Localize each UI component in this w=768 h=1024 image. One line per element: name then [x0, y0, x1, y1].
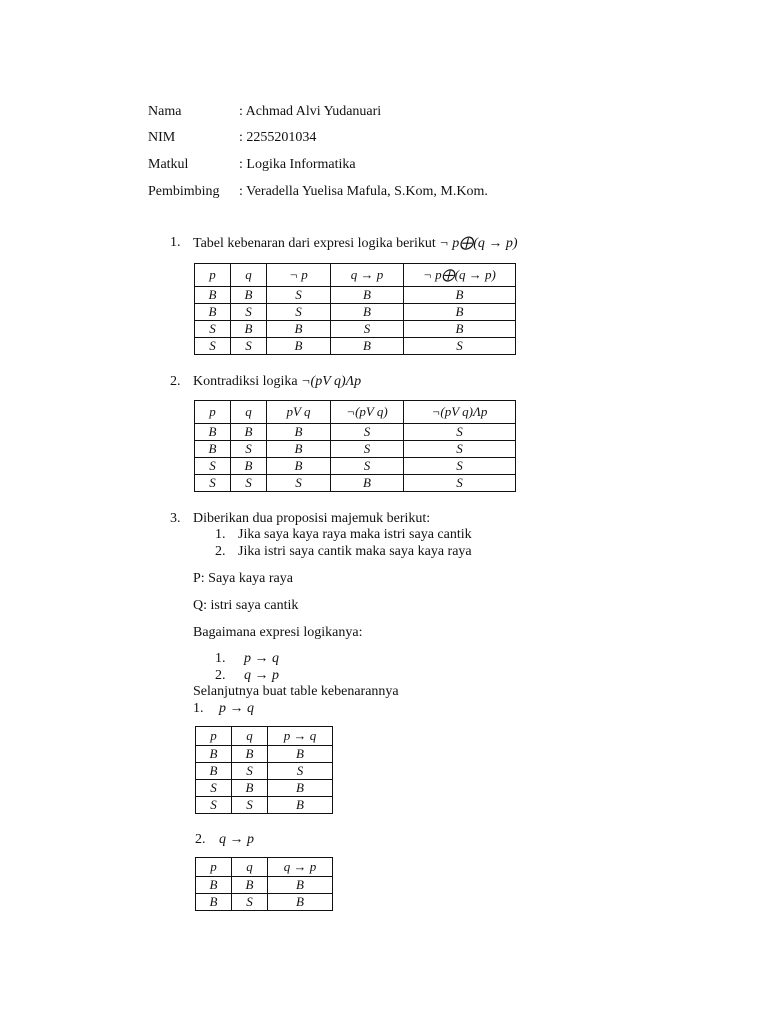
table-a-expr: p → q	[219, 701, 254, 716]
cell: B	[267, 458, 331, 475]
cell: B	[404, 321, 516, 338]
q-definition: Q: istri saya cantik	[193, 598, 299, 613]
course-value: : Logika Informatika	[239, 157, 356, 172]
next-instruction: Selanjutnya buat table kebenarannya	[193, 684, 399, 699]
table-row	[195, 458, 516, 475]
cell: B	[196, 763, 232, 780]
q1-text: Tabel kebenaran dari expresi logika berikut	[193, 236, 436, 251]
q3-text: Diberikan dua proposisi majemuk berikut:	[193, 511, 431, 526]
cell: B	[231, 287, 267, 304]
cell: B	[268, 780, 333, 797]
cell: S	[231, 441, 267, 458]
cell: S	[195, 458, 231, 475]
cell: S	[231, 475, 267, 492]
q2-prompt	[193, 374, 361, 390]
name-value: : Achmad Alvi Yudanuari	[239, 104, 382, 119]
expr-1-number: 1.	[215, 651, 226, 666]
table-row	[195, 424, 516, 441]
cell: S	[404, 458, 516, 475]
table-b-truth-table	[195, 857, 333, 911]
table-row	[196, 746, 333, 763]
table-b-number: 2.	[195, 832, 206, 847]
q2-text: Kontradiksi logika	[193, 374, 298, 389]
cell: B	[331, 475, 404, 492]
table-header-row	[195, 401, 516, 424]
q3-number: 3.	[170, 511, 181, 526]
cell: S	[196, 797, 232, 814]
cell: B	[196, 877, 232, 894]
cell: B	[231, 321, 267, 338]
cell: B	[404, 287, 516, 304]
cell: B	[195, 287, 231, 304]
cell: B	[267, 321, 331, 338]
cell: S	[232, 797, 268, 814]
header-cell: ¬ p	[267, 264, 331, 287]
cell: B	[232, 780, 268, 797]
expr-1: p → q	[244, 651, 279, 666]
cell: S	[195, 321, 231, 338]
statement-2-text: Jika istri saya cantik maka saya kaya raya	[238, 544, 472, 559]
cell: B	[231, 458, 267, 475]
cell: B	[331, 338, 404, 355]
cell: B	[195, 424, 231, 441]
header-cell: q	[231, 401, 267, 424]
name-label: Nama	[148, 104, 182, 119]
cell: B	[331, 287, 404, 304]
advisor-label: Pembimbing	[148, 184, 220, 199]
table-header-row	[195, 264, 516, 287]
cell: S	[404, 475, 516, 492]
table-row	[196, 797, 333, 814]
cell: B	[404, 304, 516, 321]
table-row	[196, 780, 333, 797]
table-row	[195, 304, 516, 321]
expr-2-number: 2.	[215, 668, 226, 683]
cell: B	[267, 424, 331, 441]
table-row	[195, 321, 516, 338]
header-cell: q → p	[331, 264, 404, 287]
table-row	[196, 894, 333, 911]
q1-expression: ¬ p⨁(q → p)	[439, 236, 518, 251]
header-cell: q	[232, 727, 268, 746]
cell: B	[196, 894, 232, 911]
cell: S	[231, 304, 267, 321]
nim-value: : 2255201034	[239, 130, 317, 145]
cell: B	[196, 746, 232, 763]
course-label: Matkul	[148, 157, 189, 172]
cell: S	[331, 441, 404, 458]
cell: B	[267, 441, 331, 458]
cell: S	[404, 338, 516, 355]
cell: S	[268, 763, 333, 780]
q2-number: 2.	[170, 374, 181, 389]
statement-1-text: Jika saya kaya raya maka istri saya cantik	[238, 527, 472, 542]
p-definition: P: Saya kaya raya	[193, 571, 293, 586]
cell: B	[231, 424, 267, 441]
statement-2-number: 2.	[215, 544, 226, 559]
cell: S	[404, 441, 516, 458]
cell: S	[231, 338, 267, 355]
cell: S	[195, 475, 231, 492]
header-cell: ¬ p⨁(q → p)	[404, 264, 516, 287]
table-a-truth-table	[195, 726, 333, 814]
table-row	[195, 287, 516, 304]
cell: B	[232, 746, 268, 763]
header-cell: ¬(pV q)	[331, 401, 404, 424]
table-row	[195, 441, 516, 458]
cell: B	[331, 304, 404, 321]
q1-prompt	[193, 235, 518, 252]
cell: S	[232, 763, 268, 780]
header-cell: ¬(pV q)Λp	[404, 401, 516, 424]
q1-truth-table	[194, 263, 516, 355]
table-row	[196, 877, 333, 894]
table-row	[195, 475, 516, 492]
table-b-expr: q → p	[219, 832, 254, 847]
cell: S	[196, 780, 232, 797]
cell: S	[232, 894, 268, 911]
header-cell: p	[196, 858, 232, 877]
cell: S	[195, 338, 231, 355]
expr-2: q → p	[244, 668, 279, 683]
header-cell: p → q	[268, 727, 333, 746]
cell: B	[268, 894, 333, 911]
header-cell: q	[232, 858, 268, 877]
table-header-row	[196, 858, 333, 877]
cell: S	[331, 458, 404, 475]
table-header-row	[196, 727, 333, 746]
advisor-value: : Veradella Yuelisa Mafula, S.Kom, M.Kom.	[239, 184, 488, 199]
ask-text: Bagaimana expresi logikanya:	[193, 625, 363, 640]
table-a-number: 1.	[193, 701, 204, 716]
cell: B	[268, 877, 333, 894]
statement-1-number: 1.	[215, 527, 226, 542]
header-cell: pV q	[267, 401, 331, 424]
cell: S	[331, 321, 404, 338]
nim-label: NIM	[148, 130, 176, 145]
cell: B	[195, 304, 231, 321]
cell: B	[268, 797, 333, 814]
header-cell: p	[196, 727, 232, 746]
q1-number: 1.	[170, 235, 181, 250]
cell: S	[267, 287, 331, 304]
cell: B	[267, 338, 331, 355]
cell: S	[331, 424, 404, 441]
header-cell: q → p	[268, 858, 333, 877]
header-cell: p	[195, 264, 231, 287]
cell: B	[268, 746, 333, 763]
cell: S	[267, 475, 331, 492]
cell: S	[267, 304, 331, 321]
q2-truth-table	[194, 400, 516, 492]
cell: S	[404, 424, 516, 441]
q2-expression: ¬(pV q)Λp	[301, 374, 362, 389]
cell: B	[195, 441, 231, 458]
table-row	[195, 338, 516, 355]
header-cell: q	[231, 264, 267, 287]
cell: B	[232, 877, 268, 894]
table-row	[196, 763, 333, 780]
header-cell: p	[195, 401, 231, 424]
